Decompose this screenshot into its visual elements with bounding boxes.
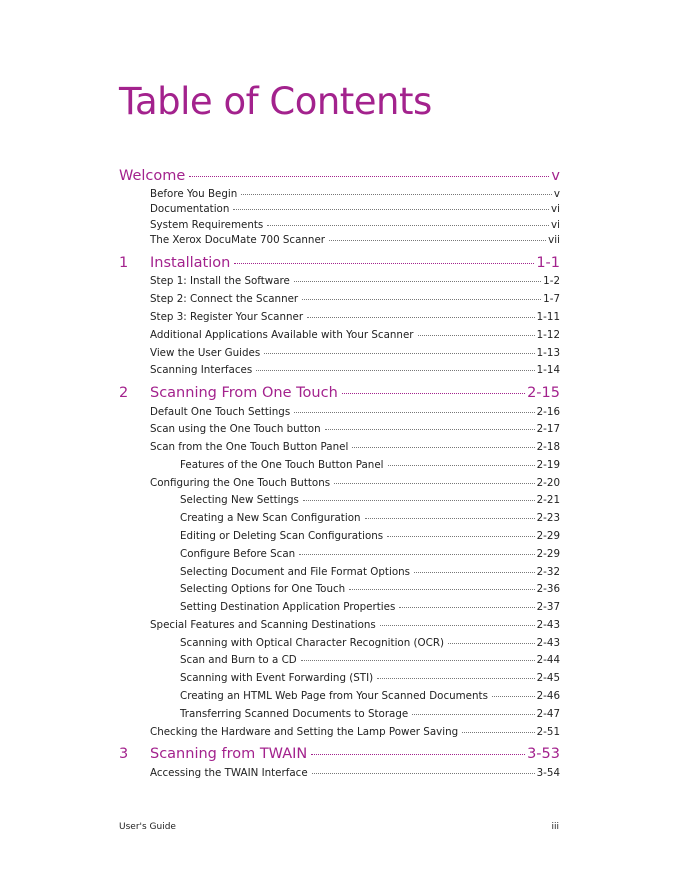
toc-dot-leader [349,589,534,590]
toc-dot-leader [294,281,541,282]
toc-page-number: 2-43 [536,637,560,649]
toc-entry-label: Configuring the One Touch Buttons [150,477,331,489]
toc-entry-label: Editing or Deleting Scan Configurations [180,530,384,542]
toc-dot-leader [303,500,535,501]
toc-dot-leader [365,518,535,519]
toc-dot-leader [399,607,534,608]
toc-page-number: 2-29 [536,530,560,542]
toc-entry-label: Accessing the TWAIN Interface [150,767,308,779]
toc-entry[interactable] [150,726,560,741]
toc-page-number: 2-15 [527,385,560,401]
toc-entry-label: Installation [150,255,231,271]
toc-page-number: 2-17 [536,423,560,435]
toc-dot-leader [312,773,535,774]
toc-entry[interactable] [180,708,560,723]
toc-entry[interactable] [150,406,560,421]
toc-entry-label: Configure Before Scan [180,548,296,560]
toc-dot-leader [241,194,552,195]
toc-page-number: 2-43 [536,619,560,631]
toc-entry[interactable] [150,275,560,290]
toc-chapter-entry[interactable] [119,255,560,275]
toc-entry-label: Additional Applications Available with Your Scanner [150,329,414,341]
toc-page-number: 2-18 [536,441,560,453]
toc-entry-label: Transferring Scanned Documents to Storage [180,708,409,720]
toc-chapter-number: 2 [119,385,129,401]
toc-dot-leader [492,696,535,697]
toc-dot-leader [267,225,549,226]
toc-entry[interactable] [150,364,560,379]
toc-page-number: 3-53 [527,746,560,762]
toc-entry-label: Special Features and Scanning Destinations [150,619,376,631]
toc-entry-label: View the User Guides [150,347,261,359]
toc-entry-label: Creating an HTML Web Page from Your Scanned Documents [180,690,488,702]
toc-page-number: 1-1 [536,255,560,271]
toc-page-number: 2-29 [536,548,560,560]
toc-page-number: v [553,188,560,200]
toc-entry[interactable] [180,583,560,598]
toc-entry-label: Setting Destination Application Properties [180,601,396,613]
toc-dot-leader [334,483,535,484]
toc-entry-label: Before You Begin [150,188,238,200]
toc-dot-leader [388,465,535,466]
toc-entry[interactable] [150,329,560,344]
toc-dot-leader [448,643,535,644]
toc-entry[interactable] [180,637,560,652]
toc-page-number: 2-51 [536,726,560,738]
toc-chapter-entry[interactable] [119,385,560,405]
toc-dot-leader [294,412,534,413]
toc-dot-leader [301,660,535,661]
toc-page-number: 2-45 [536,672,560,684]
toc-page-number: 2-16 [536,406,560,418]
toc-dot-leader [189,176,549,177]
toc-page-number: 1-12 [536,329,560,341]
toc-entry-label: Selecting New Settings [180,494,299,506]
toc-entry[interactable] [180,548,560,563]
toc-dot-leader [307,317,535,318]
toc-dot-leader [342,393,525,394]
toc-page-number: 2-20 [536,477,560,489]
footer-guide-name: User's Guide [119,822,176,832]
toc-dot-leader [234,263,534,264]
toc-dot-leader [380,625,535,626]
toc-entry-label: Creating a New Scan Configuration [180,512,361,524]
toc-entry[interactable] [150,347,560,362]
toc-entry-label: Step 2: Connect the Scanner [150,293,299,305]
toc-entry[interactable] [150,423,560,438]
toc-entry-label: The Xerox DocuMate 700 Scanner [150,234,326,246]
toc-entry-label: Step 3: Register Your Scanner [150,311,304,323]
toc-chapter-number: 1 [119,255,129,271]
toc-page-number: 2-19 [536,459,560,471]
toc-entry[interactable] [180,601,560,616]
toc-dot-leader [233,209,549,210]
toc-page-number: 1-13 [536,347,560,359]
toc-page-number: vii [548,234,560,246]
toc-entry[interactable] [150,619,560,634]
toc-entry-label: Documentation [150,203,230,215]
toc-entry-label: Scan using the One Touch button [150,423,321,435]
toc-page-number: 1-14 [536,364,560,376]
toc-entry[interactable] [150,311,560,326]
toc-page-number: 2-23 [536,512,560,524]
toc-page-number: 3-54 [536,767,560,779]
toc-page-number: 2-44 [536,654,560,666]
toc-entry-label: Scan from the One Touch Button Panel [150,441,349,453]
toc-entry[interactable] [150,203,560,218]
toc-entry-label: Welcome [119,168,186,184]
toc-entry-label: Scanning from TWAIN [150,746,308,762]
toc-dot-leader [352,447,534,448]
toc-entry[interactable] [180,672,560,687]
toc-entry-label: Scanning with Event Forwarding (STI) [180,672,374,684]
toc-page-number: v [551,168,560,184]
toc-page-number: 1-2 [543,275,560,287]
toc-entry-label: System Requirements [150,219,264,231]
toc-entry[interactable] [150,293,560,308]
toc-chapter-number: 3 [119,746,129,762]
toc-dot-leader [299,554,534,555]
toc-dot-leader [414,572,535,573]
toc-page-number: vi [551,219,560,231]
toc-dot-leader [418,335,535,336]
toc-entry-label: Selecting Options for One Touch [180,583,346,595]
toc-dot-leader [264,353,534,354]
toc-page-number: 2-37 [536,601,560,613]
toc-entry[interactable] [180,494,560,509]
toc-page-number: 2-47 [536,708,560,720]
toc-entry[interactable] [150,477,560,492]
toc-entry-label: Selecting Document and File Format Options [180,566,411,578]
toc-dot-leader [256,370,534,371]
toc-entry[interactable] [150,234,560,249]
toc-entry-label: Features of the One Touch Button Panel [180,459,384,471]
toc-entry-label: Step 1: Install the Software [150,275,290,287]
toc-dot-leader [412,714,534,715]
toc-entry[interactable] [180,690,560,705]
toc-page-number: 2-21 [536,494,560,506]
toc-chapter-entry[interactable] [119,168,560,188]
toc-page-number: 1-7 [543,293,560,305]
toc-entry[interactable] [180,566,560,581]
toc-chapter-entry[interactable] [119,746,560,766]
toc-page-number: 2-46 [536,690,560,702]
toc-dot-leader [311,754,525,755]
page-title: Table of Contents [119,80,432,123]
footer-page-number: iii [551,822,559,832]
toc-entry[interactable] [180,459,560,474]
toc-entry-label: Scanning Interfaces [150,364,253,376]
toc-entry-label: Scan and Burn to a CD [180,654,297,666]
toc-dot-leader [387,536,534,537]
toc-entry-label: Default One Touch Settings [150,406,291,418]
toc-entry[interactable] [180,512,560,527]
toc-entry[interactable] [180,530,560,545]
toc-page-number: 2-32 [536,566,560,578]
toc-entry[interactable] [150,219,560,234]
toc-entry-label: Scanning with Optical Character Recognition (OCR) [180,637,445,649]
toc-entry[interactable] [180,654,560,669]
toc-entry-label: Scanning From One Touch [150,385,338,401]
toc-entry[interactable] [150,188,560,203]
toc-page-number: 2-36 [536,583,560,595]
toc-dot-leader [462,732,534,733]
toc-dot-leader [329,240,546,241]
toc-dot-leader [325,429,535,430]
toc-entry[interactable] [150,767,560,782]
toc-entry[interactable] [150,441,560,456]
toc-entry-label: Checking the Hardware and Setting the Lamp Power Saving [150,726,459,738]
toc-dot-leader [302,299,541,300]
toc-page-number: 1-11 [536,311,560,323]
toc-dot-leader [377,678,534,679]
toc-page-number: vi [551,203,560,215]
